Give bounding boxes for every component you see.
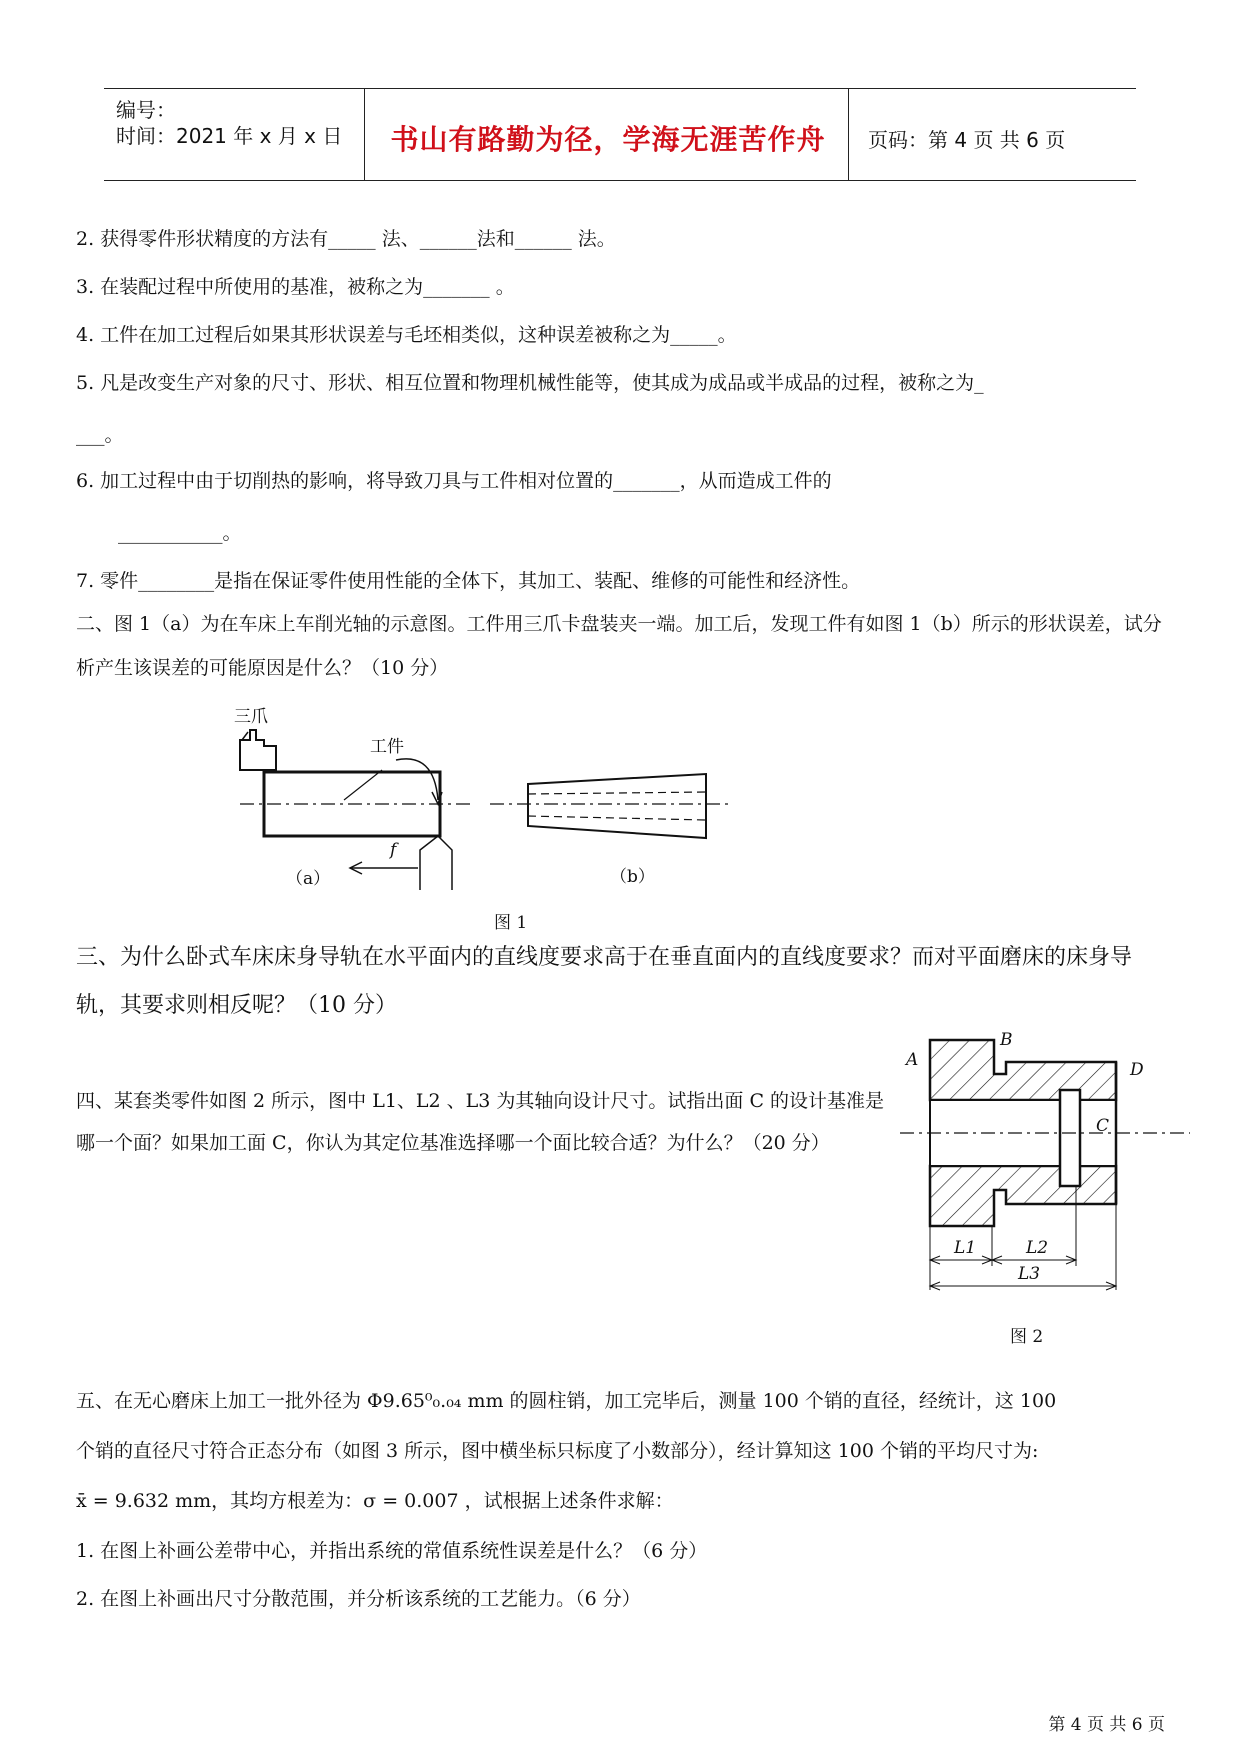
question-3: 3. 在装配过程中所使用的基准，被称之为_______ 。: [76, 276, 515, 298]
label-D: D: [1130, 1060, 1144, 1080]
page-footer: 第 4 页 共 6 页: [1048, 1715, 1165, 1735]
section-5-line2: 个销的直径尺寸符合正态分布（如图 3 所示，图中横坐标只标度了小数部分），经计算知这 100 个销的平均尺寸为:: [76, 1440, 1039, 1462]
section-4-text: 四、某套类零件如图 2 所示，图中 L1、L2 、L3 为其轴向设计尺寸。试指出面 C 的设计基准是哪一个面？如果加工面 C，你认为其定位基准选择哪一个面比较合适？为什么？（20 分）: [76, 1090, 885, 1154]
label-B: B: [1000, 1030, 1013, 1050]
question-5-line2: ___。: [76, 424, 124, 446]
part-lower-section: [930, 1166, 1116, 1226]
workpiece-b-outline: [528, 774, 706, 838]
label-L3: L3: [1018, 1264, 1041, 1284]
question-5-line1: 5. 凡是改变生产对象的尺寸、形状、相互位置和物理机械性能等，使其成为成品或半成品的过程，被称之为_: [76, 372, 984, 394]
label-L1: L1: [954, 1238, 977, 1258]
header-number-label: 编号：: [116, 98, 176, 122]
section-2-text: 二、图 1（a）为在车床上车削光轴的示意图。工件用三爪卡盘装夹一端。加工后，发现工件有如图 1（b）所示的形状误差，试分析产生该误差的可能原因是什么？（10 分）: [76, 613, 1162, 679]
label-b: （b）: [610, 867, 655, 887]
question-2: 2. 获得零件形状精度的方法有_____ 法、______法和______ 法。: [76, 228, 616, 250]
header-time-label: 时间：2021 年 x 月 x 日: [116, 124, 343, 148]
label-a: （a）: [286, 869, 331, 889]
label-A: A: [906, 1050, 919, 1070]
figure-1: [220, 700, 760, 890]
workpiece-leader: [344, 770, 382, 800]
header-divider-right: [848, 88, 849, 180]
label-feed: f: [390, 840, 397, 860]
label-L2: L2: [1026, 1238, 1049, 1258]
figure-2-caption: 图 2: [1010, 1327, 1044, 1347]
header-top-rule: [104, 88, 1136, 89]
header-bottom-rule: [104, 180, 1136, 181]
header-motto: 书山有路勤为径，学海无涯苦作舟: [390, 123, 826, 156]
section-3-text: 三、为什么卧式车床床身导轨在水平面内的直线度要求高于在垂直面内的直线度要求？而对平面磨床的床身导轨，其要求则相反呢？（10 分）: [76, 945, 1133, 1018]
workpiece-b-hidden-bottom: [528, 816, 706, 820]
section-5-sub1: 1. 在图上补画公差带中心，并指出系统的常值系统性误差是什么？（6 分）: [76, 1540, 708, 1562]
question-6-line2: ___________。: [118, 522, 242, 544]
question-6-line1: 6. 加工过程中由于切削热的影响，将导致刀具与工件相对位置的_______，从而造成工件的: [76, 470, 832, 492]
question-7: 7. 零件________是指在保证零件使用性能的全体下，其加工、装配、维修的可能性和经济性。: [76, 570, 861, 592]
cutting-tool: [420, 836, 452, 890]
header-divider-left: [364, 88, 365, 180]
section-5-sub2: 2. 在图上补画出尺寸分散范围，并分析该系统的工艺能力。（6 分）: [76, 1588, 641, 1610]
label-chuck: 三爪: [234, 707, 268, 727]
label-C: C: [1096, 1116, 1110, 1136]
groove-c: [1060, 1090, 1080, 1186]
chuck-jaw-hatch: [242, 732, 248, 740]
label-workpiece: 工件: [370, 737, 404, 757]
part-upper-section: [930, 1040, 1116, 1100]
section-5-line3: x̄ = 9.632 mm，其均方根差为：σ = 0.007 ，试根据上述条件求解：: [76, 1490, 674, 1512]
figure-1-caption: 图 1: [494, 913, 528, 933]
question-4: 4. 工件在加工过程后如果其形状误差与毛坯相类似，这种误差被称之为_____。: [76, 324, 737, 346]
section-5-line1: 五、在无心磨床上加工一批外径为 Φ9.65⁰₀.₀₄ mm 的圆柱销，加工完毕后，测量 100 个销的直径，经统计，这 100: [76, 1390, 1057, 1412]
rotation-arrow: [396, 759, 438, 800]
figure-2: [900, 1030, 1190, 1320]
workpiece-b-hidden-top: [528, 792, 706, 794]
header-page-label: 页码：第 4 页 共 6 页: [868, 128, 1066, 152]
